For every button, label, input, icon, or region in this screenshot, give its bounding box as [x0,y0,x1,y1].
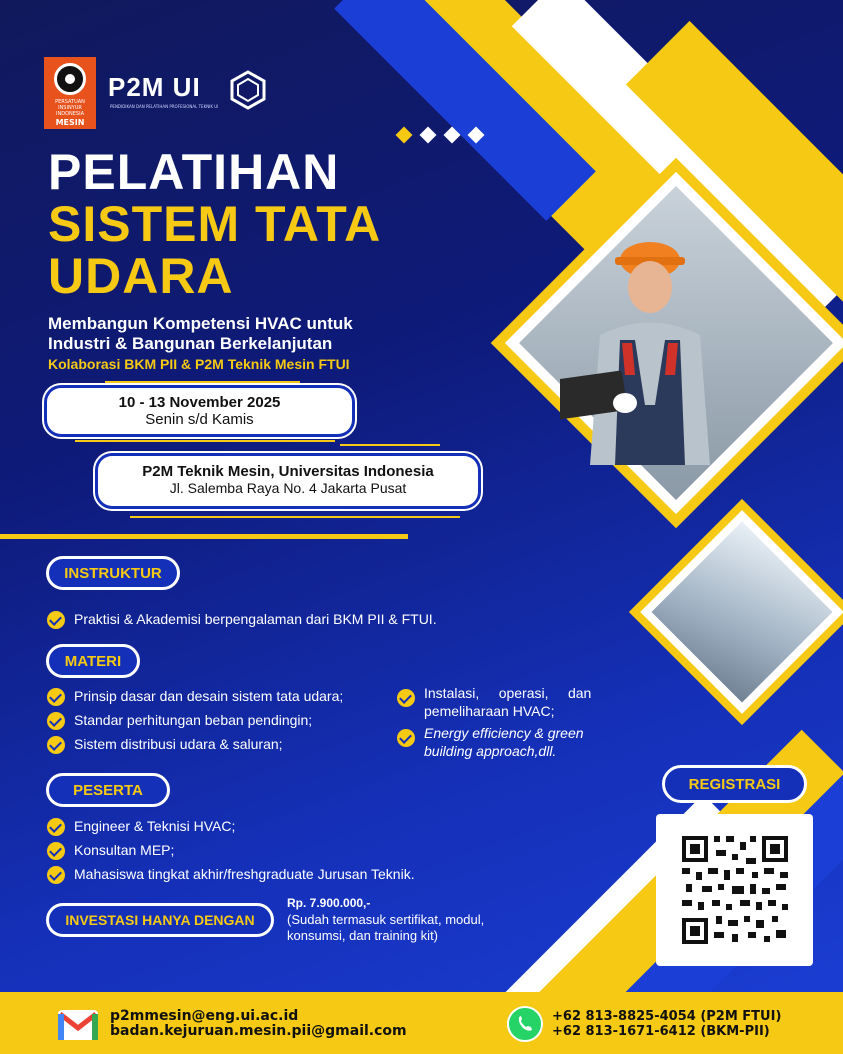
pii-logo-label: MESIN [55,118,85,127]
check-icon [47,866,65,884]
p2m-logo-word: P2M UI [108,72,201,102]
check-icon [397,689,415,707]
email-primary[interactable]: p2mmesin@eng.ui.ac.id [110,1008,299,1024]
peserta-item: Mahasiswa tingkat akhir/freshgraduate Jurusan Teknik. [74,866,415,882]
price-note-line-2: konsumsi, dan training kit) [287,928,439,943]
materi-item: Standar perhitungan beban pendingin; [74,712,313,728]
list-item [47,736,283,754]
title-line-1: PELATIHAN [48,144,340,200]
p2m-logo-subtitle: PENDIDIKAN DAN PELATIHAN PROFESIONAL TEKNIK UI [110,104,219,109]
subtitle-line-1: Membangun Kompetensi HVAC untuk [48,314,353,333]
price-note-line-1: (Sudah termasuk sertifikat, modul, [287,912,485,927]
investasi-label: INVESTASI HANYA DENGAN [46,903,274,937]
deco-dash [0,534,408,539]
subtitle-line-2: Industri & Bangunan Berkelanjutan [48,334,333,353]
peserta-item: Engineer & Teknisi HVAC; [74,818,236,834]
pii-logo-text: PERSATUAN INSINYUR INDONESIA [55,99,85,117]
duct-photo-frame [629,499,843,725]
qr-code-icon [656,814,813,966]
instruktur-item: Praktisi & Akademisi berpengalaman dari BKM PII & FTUI. [74,611,437,627]
venue-pill [98,456,478,506]
deco-dash [105,381,300,383]
decorative-diamonds [398,126,494,145]
list-item [47,712,312,730]
p2m-ui-logo [108,72,278,112]
collaboration-text: Kolaborasi BKM PII & P2M Teknik Mesin FTUI [48,356,350,372]
peserta-heading: PESERTA [46,773,170,807]
check-icon [47,688,65,706]
p2m-hexagon-icon [228,70,268,110]
title-line-3: UDARA [48,248,234,304]
venue-address: Jl. Salemba Raya No. 4 Jakarta Pusat [169,480,407,496]
materi-item: building approach,dll. [424,743,557,759]
list-item [47,866,415,884]
list-item [47,688,343,706]
registration-qr-code[interactable] [656,814,813,966]
list-item [47,818,235,836]
venue-name: P2M Teknik Mesin, Universitas Indonesia [142,463,434,480]
list-item [397,724,584,760]
event-days: Senin s/d Kamis [145,411,254,428]
materi-heading: MATERI [46,644,140,678]
materi-item: Prinsip dasar dan desain sistem tata udara; [74,688,344,704]
phone-bkm[interactable]: +62 813-1671-6412 (BKM-PII) [552,1024,770,1039]
pii-emblem-icon [54,63,86,95]
list-item [47,842,174,860]
list-item [397,684,591,720]
materi-item: Sistem distribusi udara & saluran; [74,736,283,752]
check-icon [47,712,65,730]
materi-item: Energy efficiency & green [424,725,584,741]
deco-dash [130,516,460,518]
title-line-2: SISTEM TATA [48,196,382,252]
list-item [47,611,437,629]
check-icon [397,729,415,747]
price-note [287,912,547,944]
phone-p2m[interactable]: +62 813-8825-4054 (P2M FTUI) [552,1009,782,1024]
worker-photo [560,225,800,505]
deco-dash [340,444,440,446]
footer-bar [0,992,843,1054]
check-icon [47,818,65,836]
registrasi-button[interactable]: REGISTRASI [662,765,807,803]
deco-dash [75,440,335,442]
instruktur-heading: INSTRUKTUR [46,556,180,590]
materi-item: pemeliharaan HVAC; [424,703,555,719]
date-pill [47,388,352,434]
peserta-item: Konsultan MEP; [74,842,175,858]
whatsapp-icon [507,1006,543,1042]
check-icon [47,842,65,860]
gmail-icon [58,1010,98,1040]
materi-item: Instalasi, operasi, dan [424,685,592,701]
check-icon [47,736,65,754]
email-secondary[interactable]: badan.kejuruan.mesin.pii@gmail.com [110,1023,407,1039]
event-date: 10 - 13 November 2025 [118,394,281,411]
price: Rp. 7.900.000,- [287,896,371,910]
pii-logo [44,57,96,129]
check-icon [47,611,65,629]
